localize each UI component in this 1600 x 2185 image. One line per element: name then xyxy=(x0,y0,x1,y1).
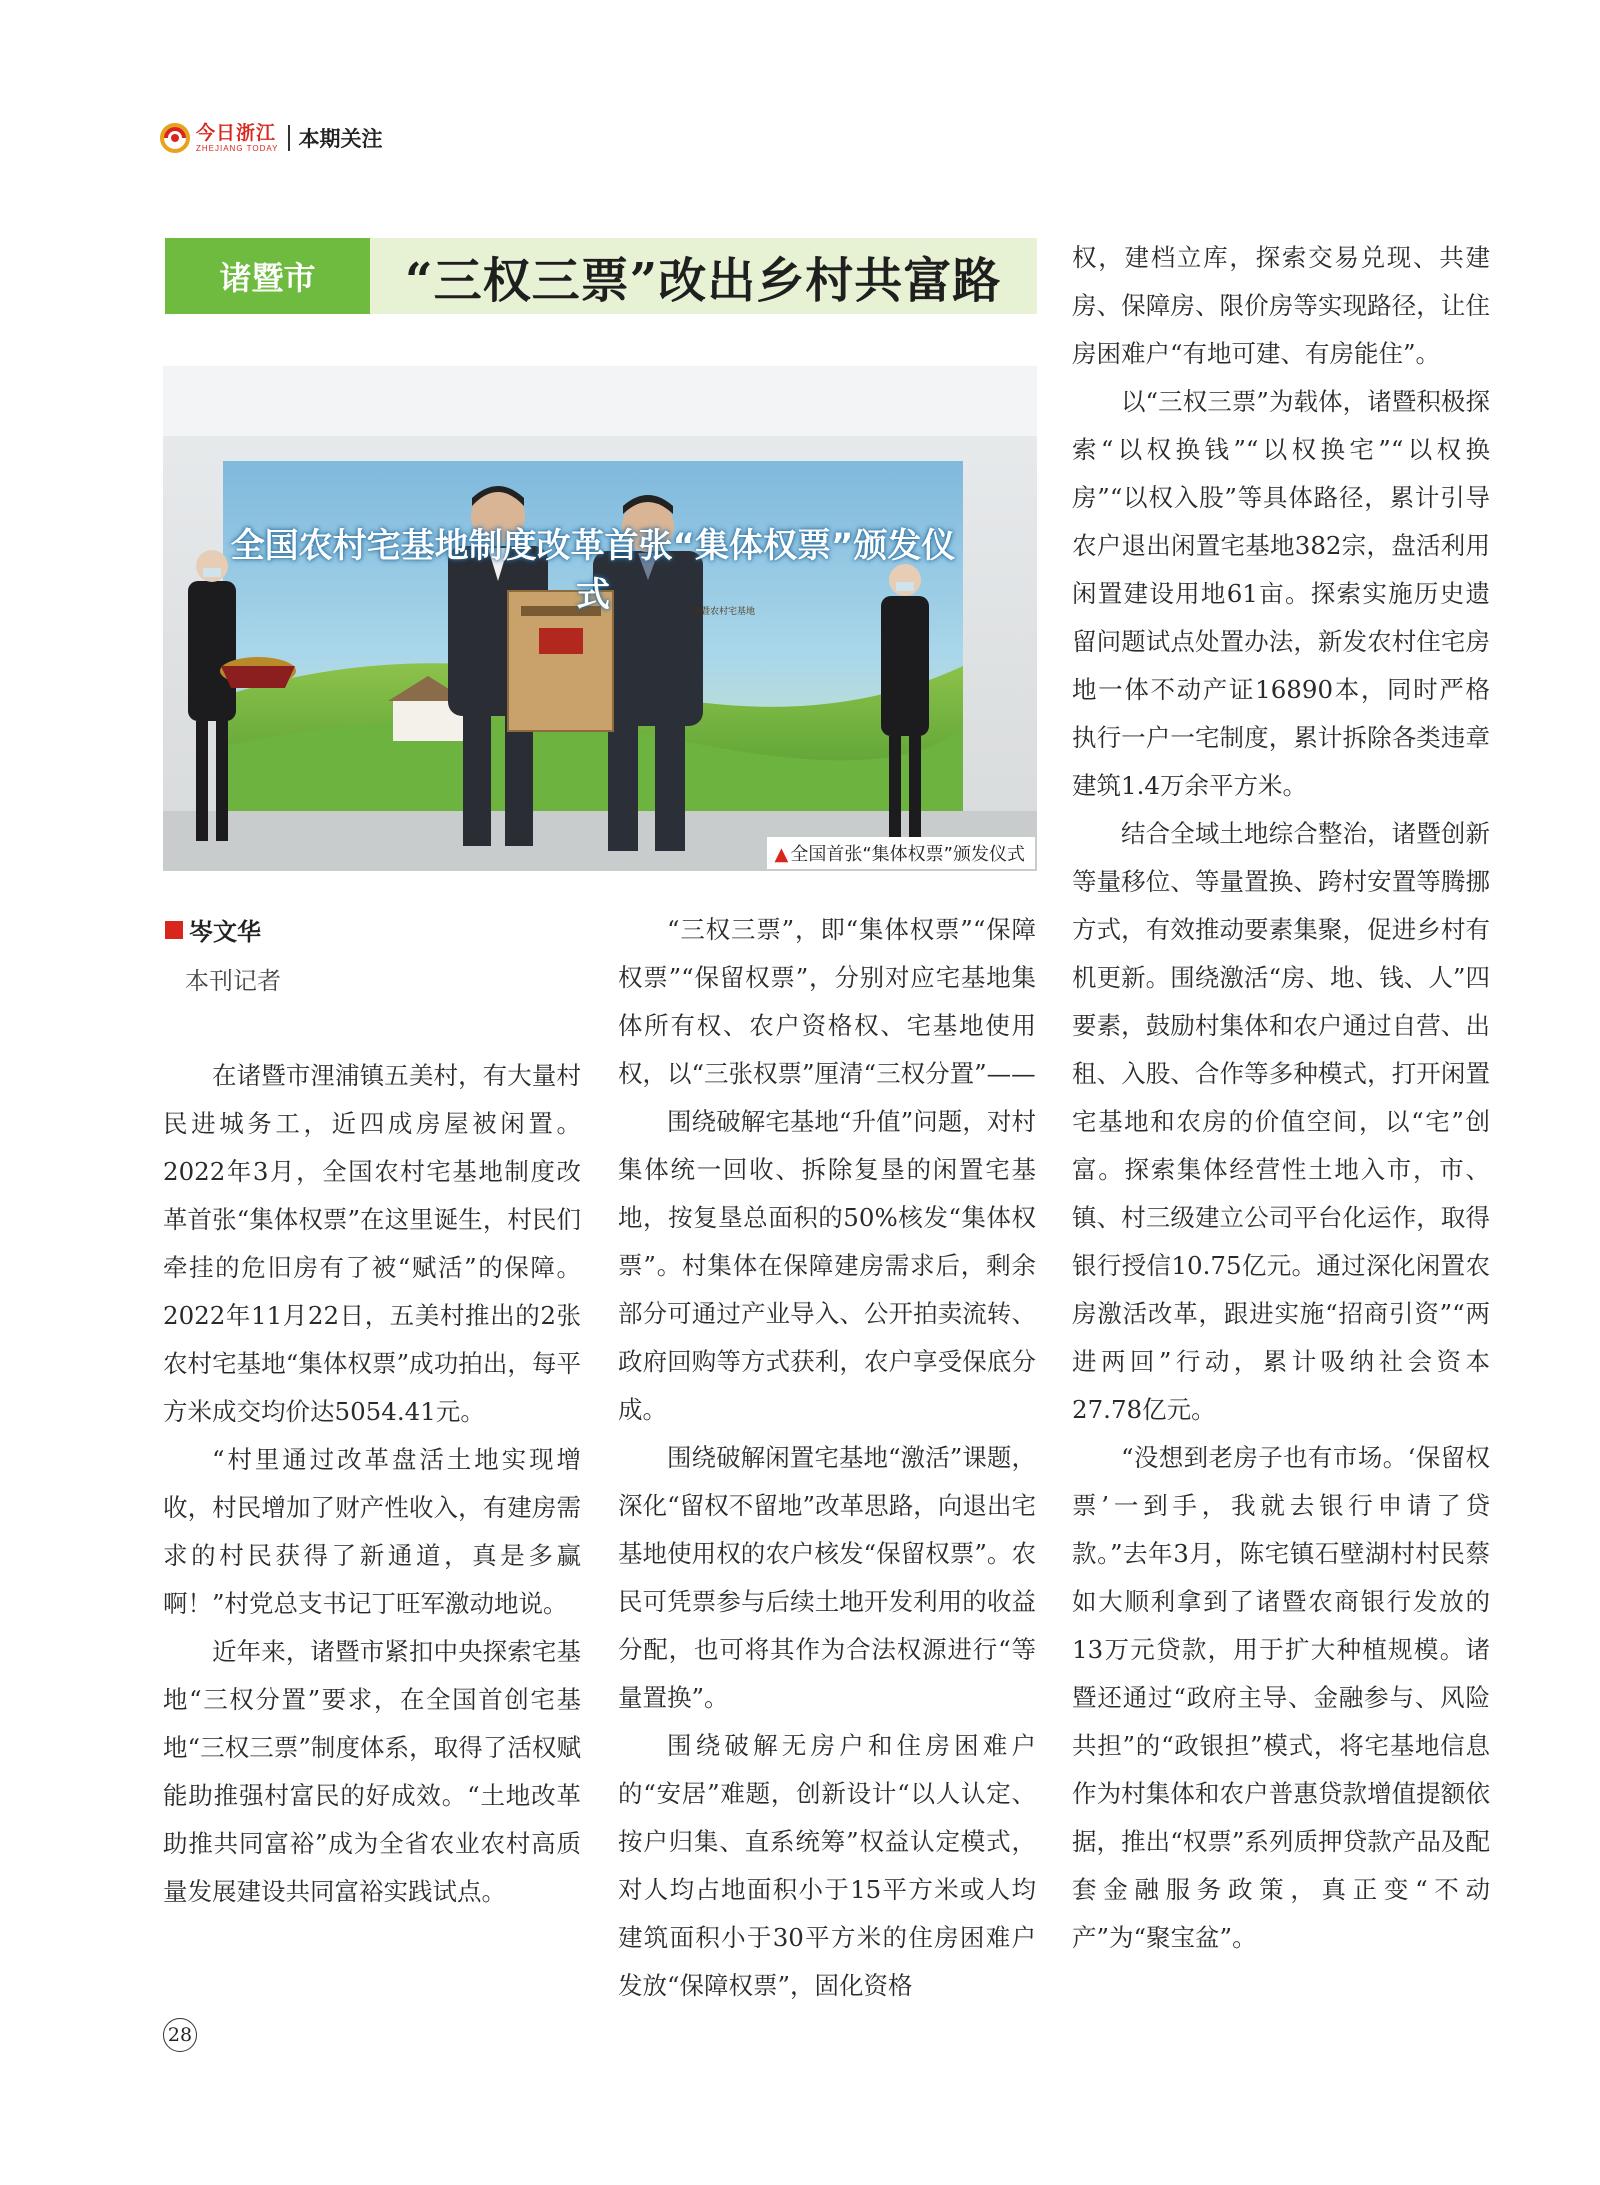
paragraph: 围绕破解宅基地“升值”问题，对村集体统一回收、拆除复垦的闲置宅基地，按复垦总面积的50%核发“集体权票”。村集体在保障建房需求后，剩余部分可通过产业导入、公开拍卖流转、政府回购等方式获利，农户享受保底分成。 xyxy=(618,1107,1036,1424)
author-name xyxy=(165,912,281,947)
paragraph: 围绕破解闲置宅基地“激活”课题，深化“留权不留地”改革思路，向退出宅基地使用权的农户核发“保留权票”。农民可凭票参与后续土地开发利用的收益分配，也可将其作为合法权源进行“等量置换”。 xyxy=(618,1443,1036,1712)
photo-banner-text: 全国农村宅基地制度改革首张“集体权票”颁发仪式 xyxy=(230,526,956,615)
author-name-text: 岑文华 xyxy=(189,918,261,946)
article-column-1 xyxy=(163,1052,581,1916)
magazine-header xyxy=(160,118,382,158)
article-column-2 xyxy=(618,906,1036,2010)
magazine-logo xyxy=(196,121,279,153)
caption-triangle-icon: ▲ xyxy=(774,844,789,865)
paragraph: 围绕破解无房户和住房困难户的“安居”难题，创新设计“以人认定、按户归集、直系统筹”权益认定模式，对人均占地面积小于15平方米或人均建筑面积小于30平方米的住房困难户发放“保障权票”，固化资格 xyxy=(618,1731,1036,2000)
header-divider xyxy=(288,125,290,151)
photo-caption-text: 全国首张“集体权票”颁发仪式 xyxy=(790,844,1025,865)
ceremony-photo-illustration xyxy=(163,366,1037,871)
paragraph: “没想到老房子也有市场。‘保留权票’一到手，我就去银行申请了贷款。”去年3月，陈宅镇石壁湖村村民蔡如大顺利拿到了诸暨农商银行发放的13万元贷款，用于扩大种植规模。诸暨还通过“政府主导、金融参与、风险共担”的“政银担”模式，将宅基地信息作为村集体和农户普惠贷款增值提额依据，推出“权票”系列质押贷款产品及配套金融服务政策，真正变“不动产”为“聚宝盆”。 xyxy=(1072,1443,1490,1952)
title-band xyxy=(165,238,1037,314)
ceremony-photo xyxy=(163,366,1037,871)
magazine-logo-icon xyxy=(160,123,190,153)
city-tag: 诸暨市 xyxy=(165,238,370,314)
paragraph: “村里通过改革盘活土地实现增收，村民增加了财产性收入，有建房需求的村民获得了新通道，真是多赢啊！”村党总支书记丁旺军激动地说。 xyxy=(163,1445,581,1618)
page-number: 28 xyxy=(163,2018,197,2052)
article-headline: “三权三票”改出乡村共富路 xyxy=(405,252,1002,309)
author-role: 本刊记者 xyxy=(185,967,281,995)
photo-box-label: 诸暨农村宅基地 xyxy=(691,607,755,617)
paragraph: “三权三票”，即“集体权票”“保障权票”“保留权票”，分别对应宅基地集体所有权、农户资格权、宅基地使用权，以“三张权票”厘清“三权分置”—— xyxy=(618,915,1036,1088)
section-name: 本期关注 xyxy=(298,127,383,151)
logo-english: ZHEJIANG TODAY xyxy=(196,143,279,153)
article-column-3 xyxy=(1072,234,1490,1962)
byline xyxy=(165,912,281,996)
paragraph: 近年来，诸暨市紧扣中央探索宅基地“三权分置”要求，在全国首创宅基地“三权三票”制度体系，取得了活权赋能助推强村富民的好成效。“土地改革助推共同富裕”成为全省农业农村高质量发展建设共同富裕实践试点。 xyxy=(163,1637,581,1906)
byline-square-icon xyxy=(165,921,183,939)
photo-caption xyxy=(767,837,1036,869)
logo-chinese: 今日浙江 xyxy=(196,121,277,144)
paragraph: 结合全域土地综合整治，诸暨创新等量移位、等量置换、跨村安置等腾挪方式，有效推动要素集聚，促进乡村有机更新。围绕激活“房、地、钱、人”四要素，鼓励村集体和农户通过自营、出租、入股、合作等多种模式，打开闲置宅基地和农房的价值空间，以“宅”创富。探索集体经营性土地入市，市、镇、村三级建立公司平台化运作，取得银行授信10.75亿元。通过深化闲置农房激活改革，跟进实施“招商引资”“两进两回”行动，累计吸纳社会资本27.78亿元。 xyxy=(1072,819,1490,1424)
paragraph: 以“三权三票”为载体，诸暨积极探索“以权换钱”“以权换宅”“以权换房”“以权入股”等具体路径，累计引导农户退出闲置宅基地382宗，盘活利用闲置建设用地61亩。探索实施历史遗留问题试点处置办法，新发农村住宅房地一体不动产证16890本，同时严格执行一户一宅制度，累计拆除各类违章建筑1.4万余平方米。 xyxy=(1072,387,1490,800)
paragraph: 在诸暨市浬浦镇五美村，有大量村民进城务工，近四成房屋被闲置。2022年3月，全国农村宅基地制度改革首张“集体权票”在这里诞生，村民们牵挂的危旧房有了被“赋活”的保障。2022年11月22日，五美村推出的2张农村宅基地“集体权票”成功拍出，每平方米成交均价达5054.41元。 xyxy=(163,1061,581,1426)
paragraph-continuation: 权，建档立库，探索交易兑现、共建房、保障房、限价房等实现路径，让住房困难户“有地可建、有房能住”。 xyxy=(1072,243,1490,368)
